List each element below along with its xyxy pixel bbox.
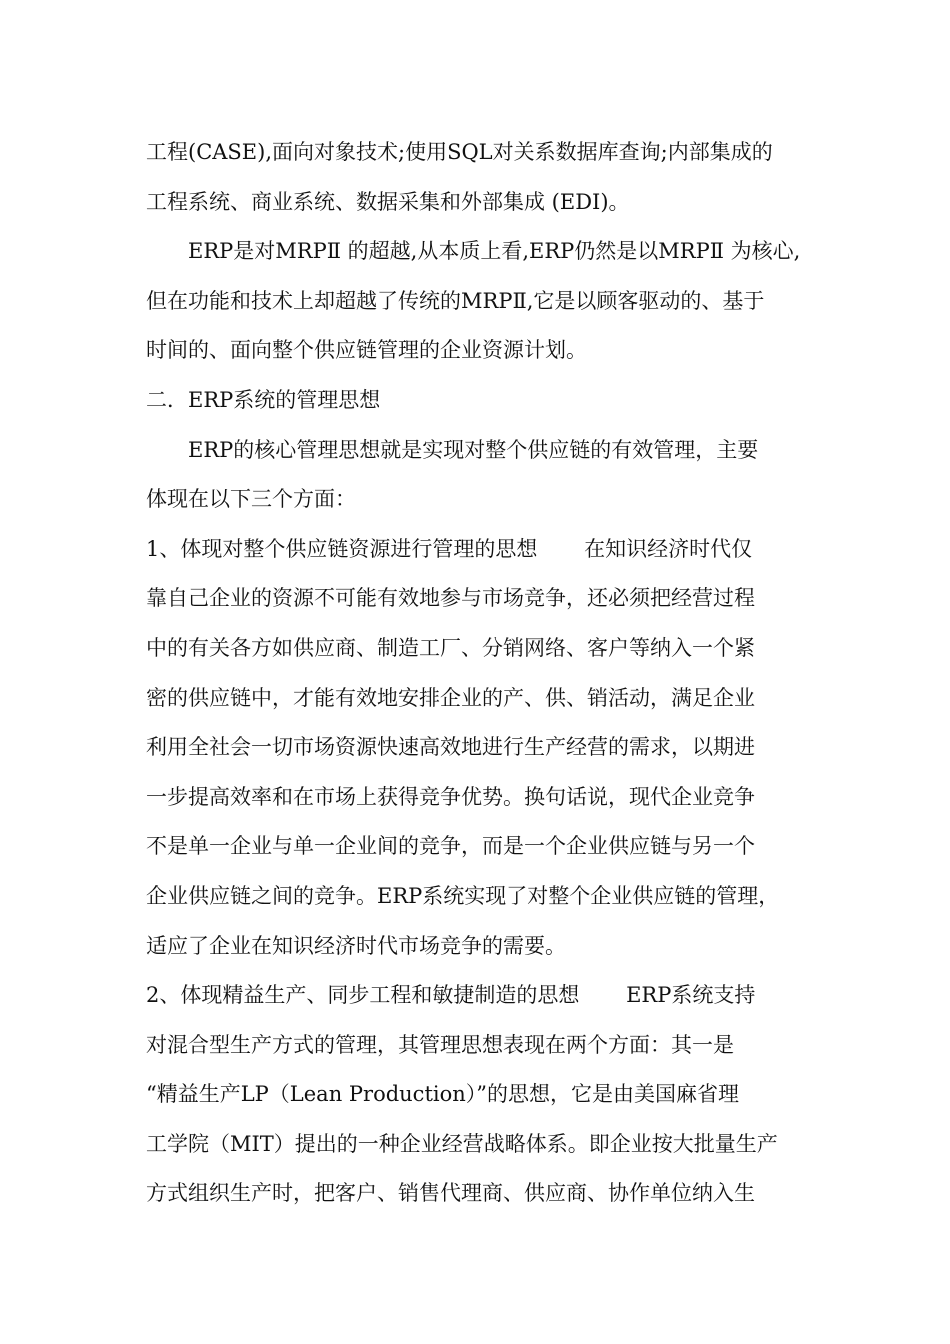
text-line: 一步提高效率和在市场上获得竞争优势。换句话说，现代企业竞争 xyxy=(146,784,755,809)
text-line: 工程系统、商业系统、数据采集和外部集成 (EDI)。 xyxy=(146,189,630,214)
text-line: 适应了企业在知识经济时代市场竞争的需要。 xyxy=(146,933,566,958)
text-line: 工程(CASE),面向对象技术;使用SQL对关系数据库查询;内部集成的 xyxy=(146,140,773,164)
document-body xyxy=(146,128,816,1219)
text-line: 密的供应链中，才能有效地安排企业的产、供、销活动，满足企业 xyxy=(146,685,755,710)
text-line: 对混合型生产方式的管理，其管理思想表现在两个方面：其一是 xyxy=(146,1032,734,1057)
text-line: 时间的、面向整个供应链管理的企业资源计划。 xyxy=(146,338,587,363)
text-line: ERP是对MRPⅡ 的超越,从本质上看,ERP仍然是以MRPⅡ 为核心, xyxy=(188,239,801,264)
text-line: 但在功能和技术上却超越了传统的MRPⅡ,它是以顾客驱动的、基于 xyxy=(146,288,765,313)
text-line: ERP的核心管理思想就是实现对整个供应链的有效管理，主要 xyxy=(188,437,759,462)
text-line: 中的有关各方如供应商、制造工厂、分销网络、客户等纳入一个紧 xyxy=(146,635,755,660)
text-line: 靠自己企业的资源不可能有效地参与市场竞争，还必须把经营过程 xyxy=(146,586,755,611)
text-line: 工学院（MIT）提出的一种企业经营战略体系。即企业按大批量生产 xyxy=(146,1131,778,1156)
text-line: 不是单一企业与单一企业间的竞争，而是一个企业供应链与另一个 xyxy=(146,834,755,859)
subsection-line: 1、体现对整个供应链资源进行管理的思想 在知识经济时代仅 xyxy=(146,536,753,561)
text-line: 体现在以下三个方面： xyxy=(146,487,356,512)
subsection-line: 2、体现精益生产、同步工程和敏捷制造的思想 ERP系统支持 xyxy=(146,983,756,1008)
text-line: “精益生产LP（Lean Production）”的思想，它是由美国麻省理 xyxy=(146,1082,740,1107)
text-line: 利用全社会一切市场资源快速高效地进行生产经营的需求，以期进 xyxy=(146,735,755,760)
section-heading: 二．ERP系统的管理思想 xyxy=(146,387,381,412)
text-line: 方式组织生产时，把客户、销售代理商、供应商、协作单位纳入生 xyxy=(146,1181,755,1206)
text-line: 企业供应链之间的竞争。ERP系统实现了对整个企业供应链的管理， xyxy=(146,883,780,908)
